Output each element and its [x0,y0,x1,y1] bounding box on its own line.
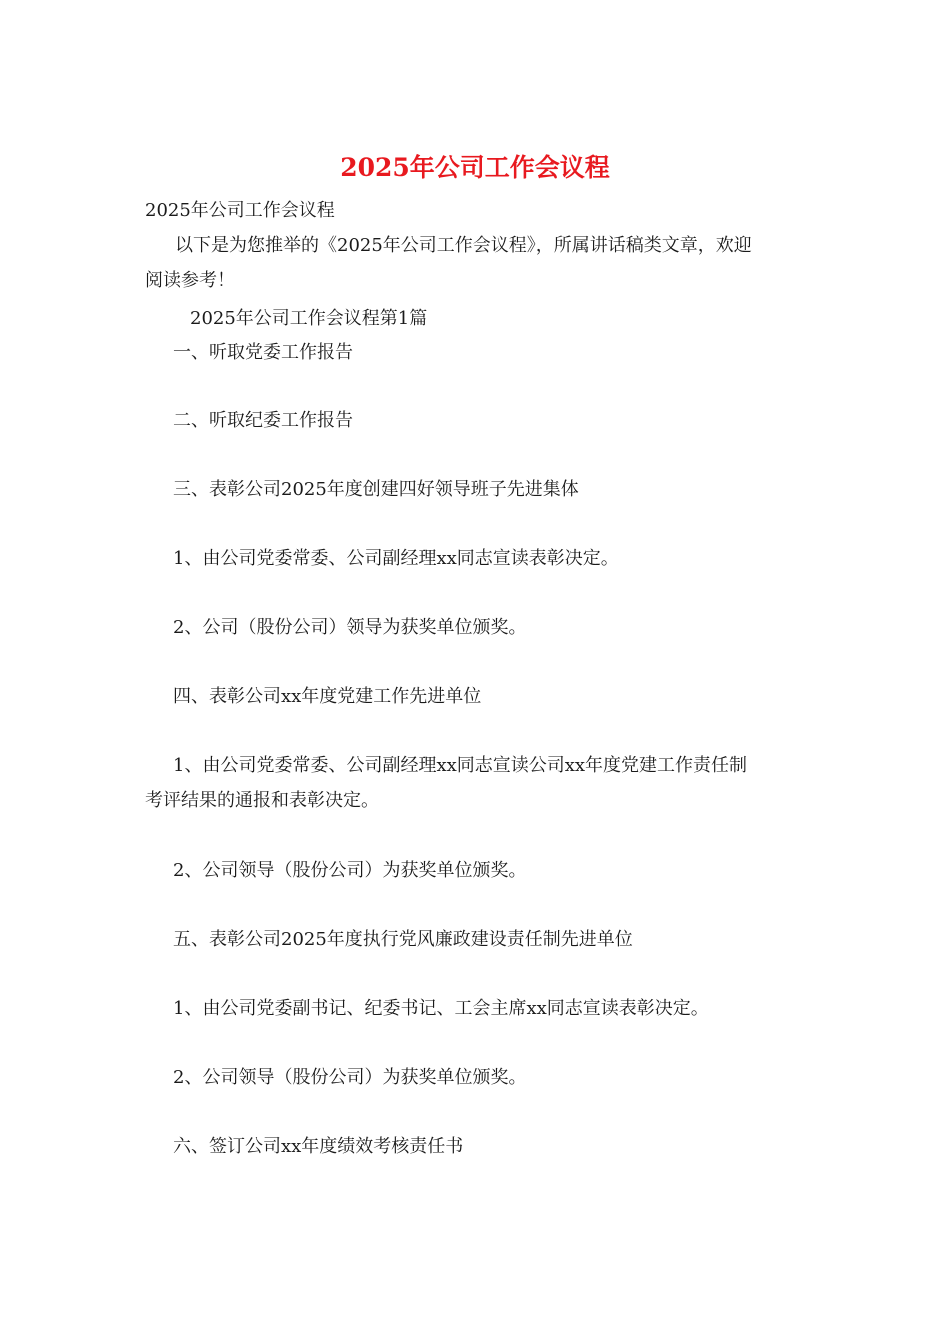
intro-line-2: 阅读参考！ [145,270,235,291]
agenda-item-4: 四、表彰公司xx年度党建工作先进单位 [173,686,482,707]
agenda-subitem: 1、由公司党委常委、公司副经理xx同志宣读表彰决定。 [173,548,619,569]
section-heading: 2025年公司工作会议程第1篇 [190,308,428,329]
agenda-subitem: 2、公司领导（股份公司）为获奖单位颁奖。 [173,860,527,881]
agenda-subitem-continuation: 考评结果的通报和表彰决定。 [145,790,379,811]
agenda-subitem: 2、公司领导（股份公司）为获奖单位颁奖。 [173,1067,527,1088]
agenda-subitem: 1、由公司党委副书记、纪委书记、工会主席xx同志宣读表彰决定。 [173,998,709,1019]
agenda-item-6: 六、签订公司xx年度绩效考核责任书 [173,1136,464,1157]
intro-line-1: 以下是为您推举的《2025年公司工作会议程》，所属讲话稿类文章，欢迎 [175,235,752,256]
agenda-subitem: 1、由公司党委常委、公司副经理xx同志宣读公司xx年度党建工作责任制 [173,755,748,776]
agenda-item-2: 二、听取纪委工作报告 [173,410,353,431]
agenda-subitem: 2、公司（股份公司）领导为获奖单位颁奖。 [173,617,527,638]
agenda-item-3: 三、表彰公司2025年度创建四好领导班子先进集体 [173,479,579,500]
document-title: 2025年公司工作会议程 [340,153,610,182]
agenda-item-1: 一、听取党委工作报告 [173,342,353,363]
agenda-item-5: 五、表彰公司2025年度执行党风廉政建设责任制先进单位 [173,929,633,950]
document-subtitle: 2025年公司工作会议程 [145,200,335,221]
